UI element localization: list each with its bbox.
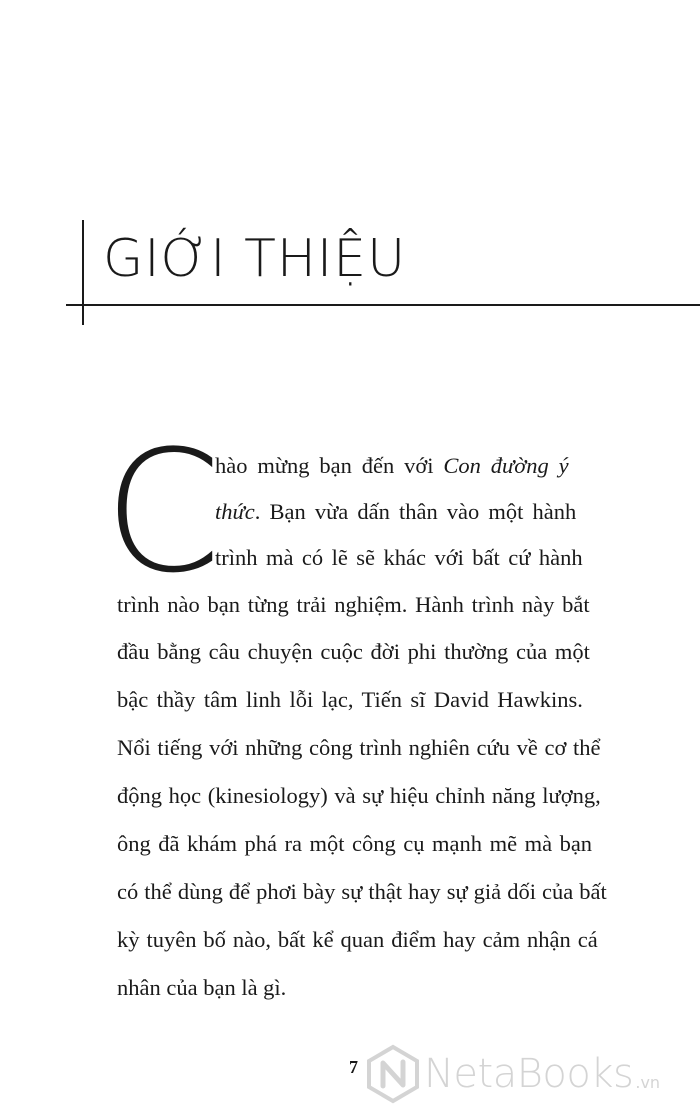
watermark-brand: NetaBooks <box>424 1051 634 1097</box>
drop-cap: C <box>104 414 222 610</box>
watermark-suffix: .vn <box>635 1073 661 1092</box>
body-line: bậc thầy tâm linh lỗi lạc, Tiến sĩ David Hawkins. <box>117 687 583 712</box>
body-line: ông đã khám phá ra một công cụ mạnh mẽ mà bạn <box>117 831 593 856</box>
body-line: kỳ tuyên bố nào, bất kể quan điểm hay cảm nhận cá <box>117 927 598 952</box>
body-line: hào mừng bạn đến với Con đường ý <box>215 453 569 478</box>
body-line: có thể dùng để phơi bày sự thật hay sự giả dối của bất <box>117 879 607 904</box>
chapter-title: GIỚI THIỆU <box>103 229 407 289</box>
body-line: trình nào bạn từng trải nghiệm. Hành trình này bắt <box>117 592 590 617</box>
body-line: trình mà có lẽ sẽ khác với bất cứ hành <box>215 545 583 570</box>
netabooks-logo-icon <box>366 1044 420 1104</box>
body-line: nhân của bạn là gì. <box>117 975 287 1000</box>
heading-vertical-rule <box>82 220 84 325</box>
body-line: động học (kinesiology) và sự hiệu chỉnh năng lượng, <box>117 783 601 808</box>
body-line: đầu bằng câu chuyện cuộc đời phi thường của một <box>117 639 590 664</box>
page-number: 7 <box>349 1057 358 1077</box>
body-line: Nổi tiếng với những công trình nghiên cứu về cơ thể <box>117 735 601 760</box>
body-line: thức. Bạn vừa dấn thân vào một hành <box>215 499 577 524</box>
heading-horizontal-rule <box>66 304 700 306</box>
watermark <box>366 1044 660 1104</box>
